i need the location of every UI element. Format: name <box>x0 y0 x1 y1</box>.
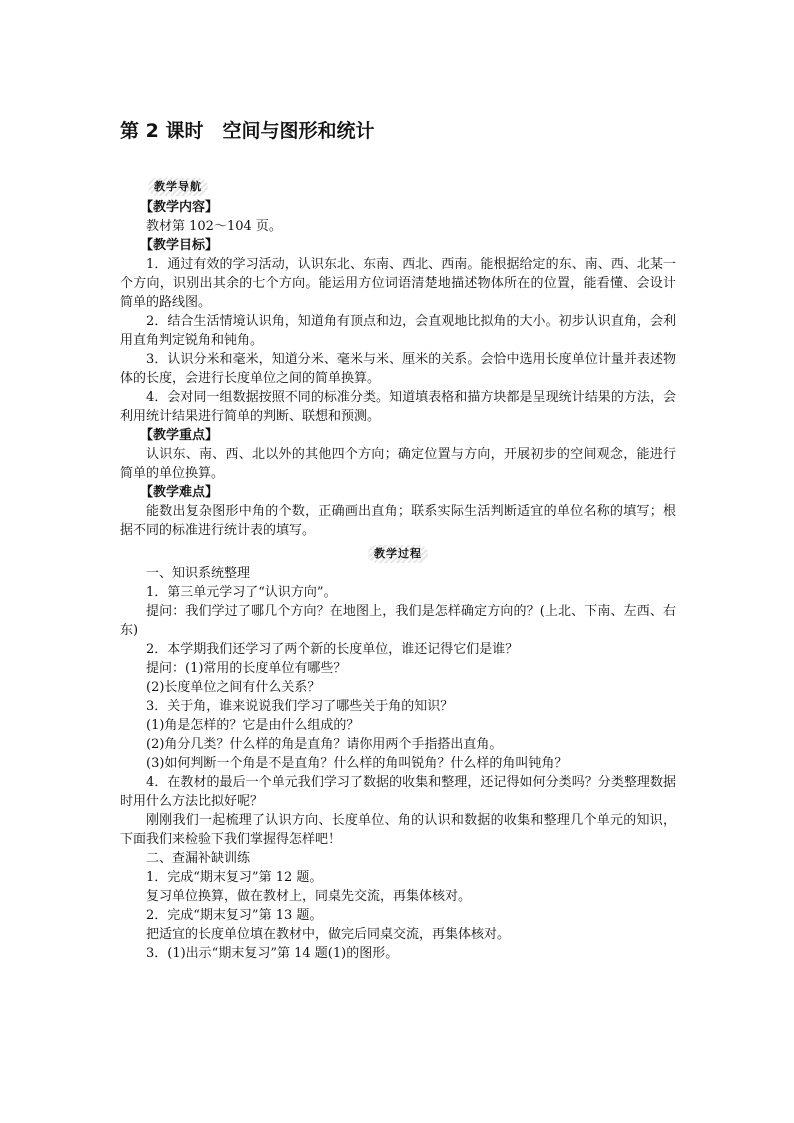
process-line: 提问：我们学过了哪几个方向？在地图上，我们是怎样确定方向的？(上北、下南、左西、右东) <box>120 604 676 638</box>
process-badge-row <box>120 542 676 564</box>
process-line: 3．关于角，谁来说说我们学习了哪些关于角的知识？ <box>146 699 454 714</box>
process-line: (2)角分几类？什么样的角是直角？请你用两个手指搭出直角。 <box>146 737 503 752</box>
key-points-text: 认识东、南、西、北以外的其他四个方向；确定位置与方向，开展初步的空间观念，能进行简单的单位换算。 <box>120 447 676 481</box>
teaching-guide-badge: 教学导航 <box>148 178 208 196</box>
content-text: 教材第 102～104 页。 <box>146 219 282 234</box>
process-line: 一、知识系统整理 <box>146 566 251 581</box>
goal-item: 4．会对同一组数据按照不同的标准分类。知道填表格和描方块都是呈现统计结果的方法，会利用统计结果进行简单的判断、联想和预测。 <box>120 390 676 424</box>
process-line: 2．本学期我们还学习了两个新的长度单位，谁还记得它们是谁？ <box>146 642 519 657</box>
process-line: 刚刚我们一起梳理了认识方向、长度单位、角的认识和数据的收集和整理几个单元的知识，下面我们来检验下我们掌握得怎样吧！ <box>120 813 676 847</box>
goal-item: 2．结合生活情境认识角，知道角有顶点和边，会直观地比拟角的大小。初步认识直角，会利用直角判定锐角和钝角。 <box>120 314 676 348</box>
process-line: 二、查漏补缺训练 <box>146 851 251 866</box>
process-line: 1．完成“期末复习”第 12 题。 <box>146 870 323 885</box>
content-heading: 【教学内容】 <box>140 200 219 215</box>
process-line: 1．第三单元学习了“认识方向”。 <box>146 585 337 600</box>
process-line: 复习单位换算，做在教材上，同桌先交流，再集体核对。 <box>146 889 472 904</box>
goal-item: 3．认识分米和毫米，知道分米、毫米与米、厘米的关系。会恰中选用长度单位计量并表述物体的长度，会进行长度单位之间的简单换算。 <box>120 352 676 386</box>
process-line: 3．(1)出示“期末复习”第 14 题(1)的图形。 <box>146 946 399 961</box>
goals-heading: 【教学目标】 <box>140 238 219 253</box>
key-points-heading: 【教学重点】 <box>140 428 219 443</box>
teaching-process-badge: 教学过程 <box>368 545 428 563</box>
process-line: (3)如何判断一个角是不是直角？什么样的角叫锐角？什么样的角叫钝角？ <box>146 756 568 771</box>
process-line: 4．在教材的最后一个单元我们学习了数据的收集和整理，还记得如何分类吗？分类整理数据时用什么方法比拟好呢？ <box>120 775 676 809</box>
difficulties-text: 能数出复杂图形中角的个数，正确画出直角；联系实际生活判断适宜的单位名称的填写；根据不同的标准进行统计表的填写。 <box>120 504 676 538</box>
goal-item: 1．通过有效的学习活动，认识东北、东南、西北、西南。能根据给定的东、南、西、北某一个方向，识别出其余的七个方向。能运用方位词语清楚地描述物体所在的位置，能看懂、会设计简单的路线图。 <box>120 257 676 310</box>
difficulties-heading: 【教学难点】 <box>140 485 219 500</box>
process-line: (1)角是怎样的？它是由什么组成的？ <box>146 718 360 733</box>
page-title: 第 2 课时 空间与图形和统计 <box>120 120 375 142</box>
process-line: (2)长度单位之间有什么关系？ <box>146 680 321 695</box>
guide-badge-row <box>120 174 676 196</box>
process-line: 把适宜的长度单位填在教材中，做完后同桌交流，再集体核对。 <box>146 927 511 942</box>
document-page <box>120 118 676 963</box>
process-line: 提问：(1)常用的长度单位有哪些？ <box>146 661 347 676</box>
process-line: 2．完成“期末复习”第 13 题。 <box>146 908 323 923</box>
